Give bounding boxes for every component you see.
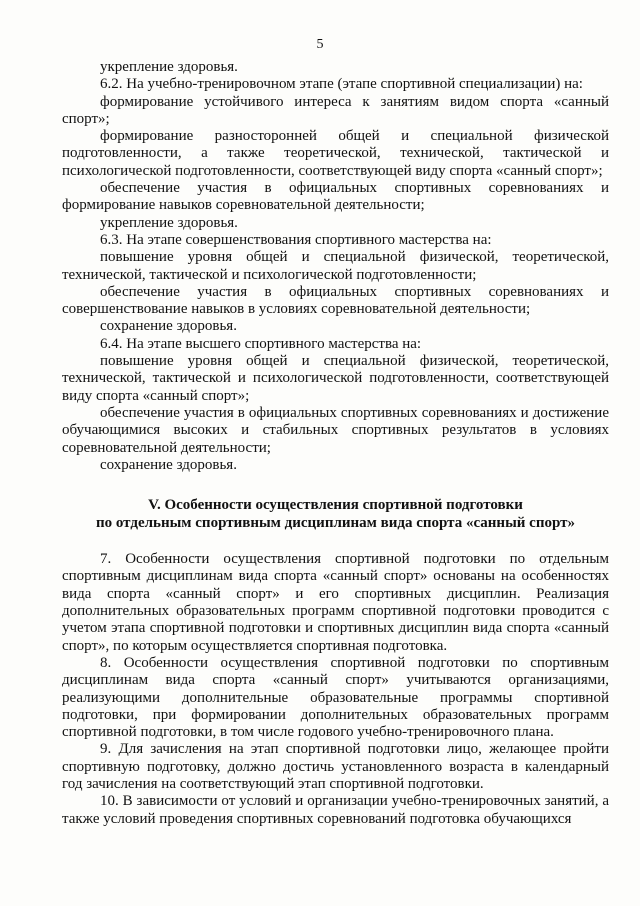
paragraph: укрепление здоровья. — [100, 59, 238, 75]
paragraph: обеспечение участия в официальных спортивных соревнованиях и достижение обучающимися высоких и стабильных спортивных результатов в условиях соревновательной деятельности; — [62, 404, 609, 456]
paragraph: сохранение здоровья. — [100, 456, 237, 473]
paragraph: повышение уровня общей и специальной физической, теоретической, технической, тактической и психологической подготовленности, соответствующей виду спорта «санный спорт»; — [62, 353, 609, 404]
paragraph: 6.4. На этапе высшего спортивного мастерства на: — [100, 335, 422, 352]
paragraph: 9. Для зачисления на этап спортивной подготовки лицо, желающее пройти спортивную подготовку, должно достичь установленного возраста в календарный год зачисления на соответствующий этап спортивной подготовки. — [62, 741, 609, 792]
section-heading — [62, 497, 609, 532]
section-heading-line: по отдельным спортивным дисциплинам вида спорта «санный спорт» — [95, 514, 575, 531]
paragraph: укрепление здоровья. — [100, 214, 238, 231]
document-body — [62, 59, 609, 828]
paragraph: 6.3. На этапе совершенствования спортивного мастерства на: — [100, 231, 492, 248]
paragraph: формирование разносторонней общей и специальной физической подготовленности, а также теоретической, технической, тактической и психологической подготовленности, соответствующей виду спорта «санный спорт»; — [62, 128, 609, 179]
paragraph: повышение уровня общей и специальной физической, теоретической, технической, тактической и психологической подготовленности; — [62, 249, 609, 283]
paragraph: обеспечение участия в официальных спортивных соревнованиях и совершенствование навыков в условиях соревновательной деятельности; — [62, 283, 609, 318]
paragraph: 6.2. На учебно-тренировочном этапе (этапе спортивной специализации) на: — [100, 76, 583, 93]
paragraph: формирование устойчивого интереса к занятиям видом спорта «санный спорт»; — [62, 93, 609, 127]
paragraph: сохранение здоровья. — [100, 318, 237, 335]
paragraph: 8. Особенности осуществления спортивной подготовки по спортивным дисциплинам вида спорта «санный спорт» учитываются организациями, реализующими дополнительные образовательные программы спортивной подготовки, при формировании дополнительных образовательных программ спортивной подготовки, в том числе годового учебно-тренировочного плана. — [62, 654, 609, 741]
paragraph: 10. В зависимости от условий и организации учебно-тренировочных занятий, а также условий проведения спортивных соревнований подготовка обучающихся — [62, 793, 609, 827]
paragraph: обеспечение участия в официальных спортивных соревнованиях и формирование навыков соревновательной деятельности; — [62, 180, 609, 214]
page-number: 5 — [316, 37, 324, 52]
section-heading-line: V. Особенности осуществления спортивной подготовки — [148, 497, 523, 514]
paragraph: 7. Особенности осуществления спортивной подготовки по отдельным спортивным дисциплинам вида спорта «санный спорт» основаны на особенностях вида спорта «санный спорт» и его спортивных дисциплин. Реализация дополнительных образовательных программ спортивной подготовки проводится с учетом этапа спортивной подготовки и спортивных дисциплин вида спорта «санный спорт», по которым осуществляется спортивная подготовка. — [62, 551, 609, 654]
